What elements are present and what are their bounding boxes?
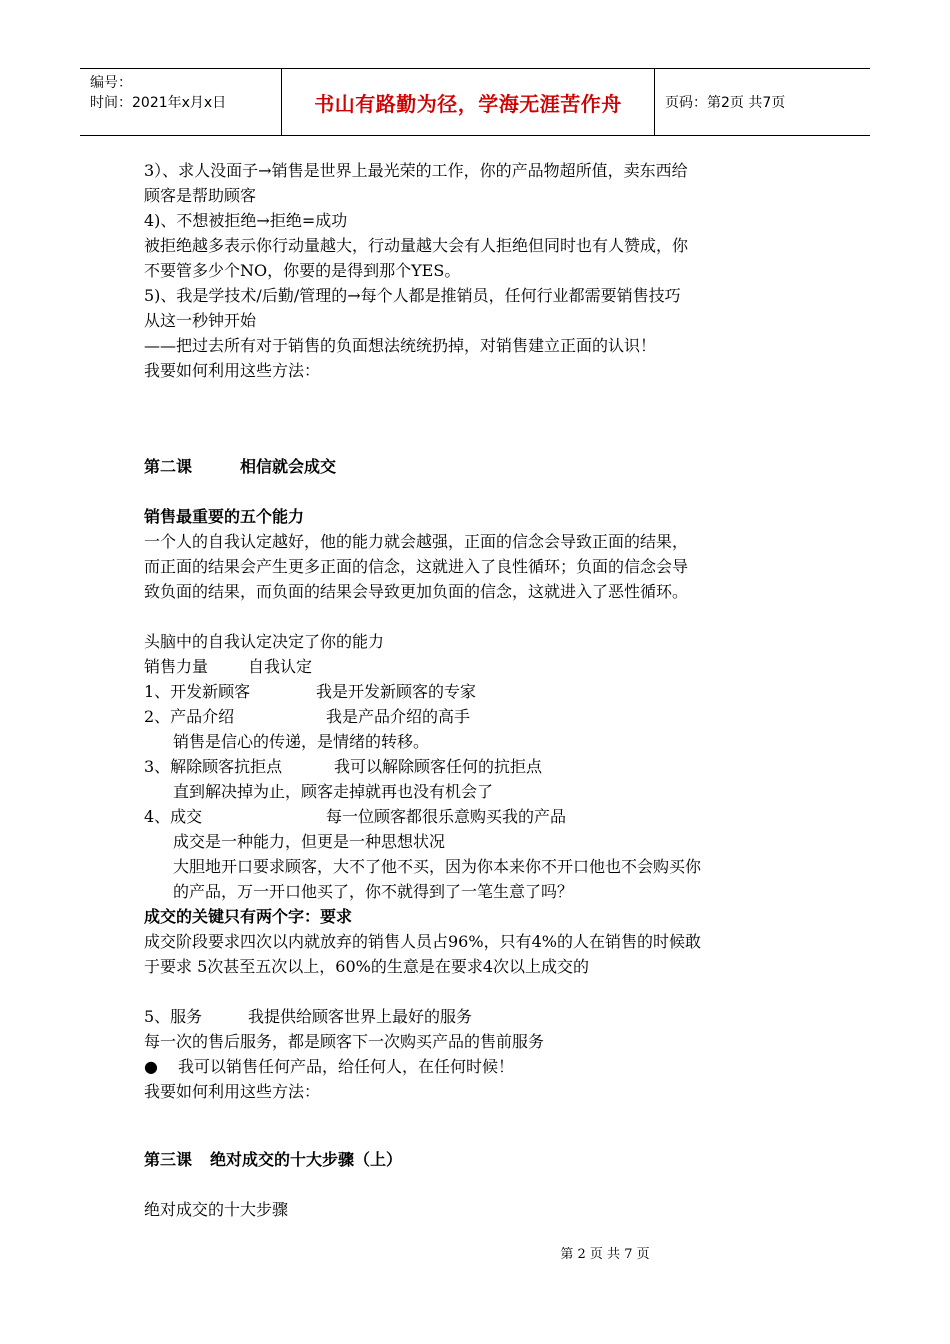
text-line: 从这一秒钟开始 [144,311,257,330]
text-line: 致负面的结果，而负面的结果会导致更加负面的信念，这就进入了恶性循环。 [144,582,689,601]
text-line: 我要如何利用这些方法： [144,361,321,380]
text-line: 直到解决掉为止，顾客走掉就再也没有机会了 [173,782,494,801]
ability-name: 1、开发新顾客 [144,682,251,701]
bullet-icon: ● [144,1057,158,1076]
ability-name: 2、产品介绍 [144,707,235,726]
ability-affirmation: 每一位顾客都很乐意购买我的产品 [326,807,567,826]
text-line: 5)、我是学技术/后勤/管理的→每个人都是推销员，任何行业都需要销售技巧 [144,286,681,305]
table-row [144,1004,814,1029]
lesson-number: 第三课 [144,1150,193,1169]
bullet-text: 我可以销售任何产品，给任何人，在任何时候！ [178,1057,515,1076]
header-motto-cell [282,69,655,135]
table-row [144,804,814,829]
lesson-heading [144,1147,814,1172]
ability-affirmation: 我是开发新顾客的专家 [316,682,477,701]
text-line: 大胆地开口要求顾客，大不了他不买，因为你本来你不开口他也不会购买你 [173,857,702,876]
table-row [144,704,814,729]
section-heading: 成交的关键只有两个字：要求 [144,907,353,926]
ability-affirmation: 我可以解除顾客任何的抗拒点 [334,757,543,776]
document-body [144,158,814,1222]
ability-affirmation: 我是产品介绍的高手 [326,707,471,726]
text-line: 3）、求人没面子→销售是世界上最光荣的工作，你的产品物超所值，卖东西给 [144,161,688,180]
text-line: 4)、不想被拒绝→拒绝=成功 [144,211,348,230]
text-line: 我要如何利用这些方法： [144,1082,321,1101]
motto: 书山有路勤为径，学海无涯苦作舟 [314,91,622,116]
header-page-cell [655,69,870,135]
ability-name: 3、解除顾客抗拒点 [144,757,283,776]
text-line: ——把过去所有对于销售的负面想法统统扔掉，对销售建立正面的认识！ [144,336,657,355]
lesson-heading [144,454,814,479]
page-label: 页码：第2页 共7页 [665,95,786,111]
time-label: 时间：2021年x月x日 [90,95,227,111]
text-line: 顾客是帮助顾客 [144,186,257,205]
text-line: 成交是一种能力，但更是一种思想状况 [173,832,446,851]
text-line: 头脑中的自我认定决定了你的能力 [144,632,385,651]
text-line: 不要管多少个NO，你要的是得到那个YES。 [144,261,461,280]
section-heading: 销售最重要的五个能力 [144,507,305,526]
number-label: 编号： [90,75,132,91]
text-line: 一个人的自我认定越好，他的能力就会越强，正面的信念会导致正面的结果， [144,532,689,551]
text-line: 销售是信心的传递，是情绪的转移。 [173,732,430,751]
table-row [144,754,814,779]
lesson-number: 第二课 [144,457,193,476]
ability-name: 5、服务 [144,1007,203,1026]
lesson-title: 绝对成交的十大步骤（上） [210,1150,403,1169]
text-line: 成交阶段要求四次以内就放弃的销售人员占96%，只有4%的人在销售的时候敢 [144,932,701,951]
page-footer: 第 2 页 共 7 页 [560,1247,650,1262]
text-line: 的产品，万一开口他买了，你不就得到了一笔生意了吗？ [173,882,574,901]
col-head-a: 销售力量 [144,657,209,676]
bullet-item [144,1054,814,1079]
header-info-cell [80,69,282,135]
text-line: 被拒绝越多表示你行动量越大，行动量越大会有人拒绝但同时也有人赞成，你 [144,236,689,255]
ability-name: 4、成交 [144,807,203,826]
table-row [144,654,814,679]
col-head-b: 自我认定 [248,657,313,676]
page-header [80,68,870,136]
lesson-title: 相信就会成交 [240,457,337,476]
text-line: 于要求 5次甚至五次以上，60%的生意是在要求4次以上成交的 [144,957,590,976]
text-line: 每一次的售后服务，都是顾客下一次购买产品的售前服务 [144,1032,545,1051]
table-row [144,679,814,704]
ability-affirmation: 我提供给顾客世界上最好的服务 [248,1007,473,1026]
text-line: 而正面的结果会产生更多正面的信念，这就进入了良性循环；负面的信念会导 [144,557,689,576]
text-line: 绝对成交的十大步骤 [144,1200,289,1219]
